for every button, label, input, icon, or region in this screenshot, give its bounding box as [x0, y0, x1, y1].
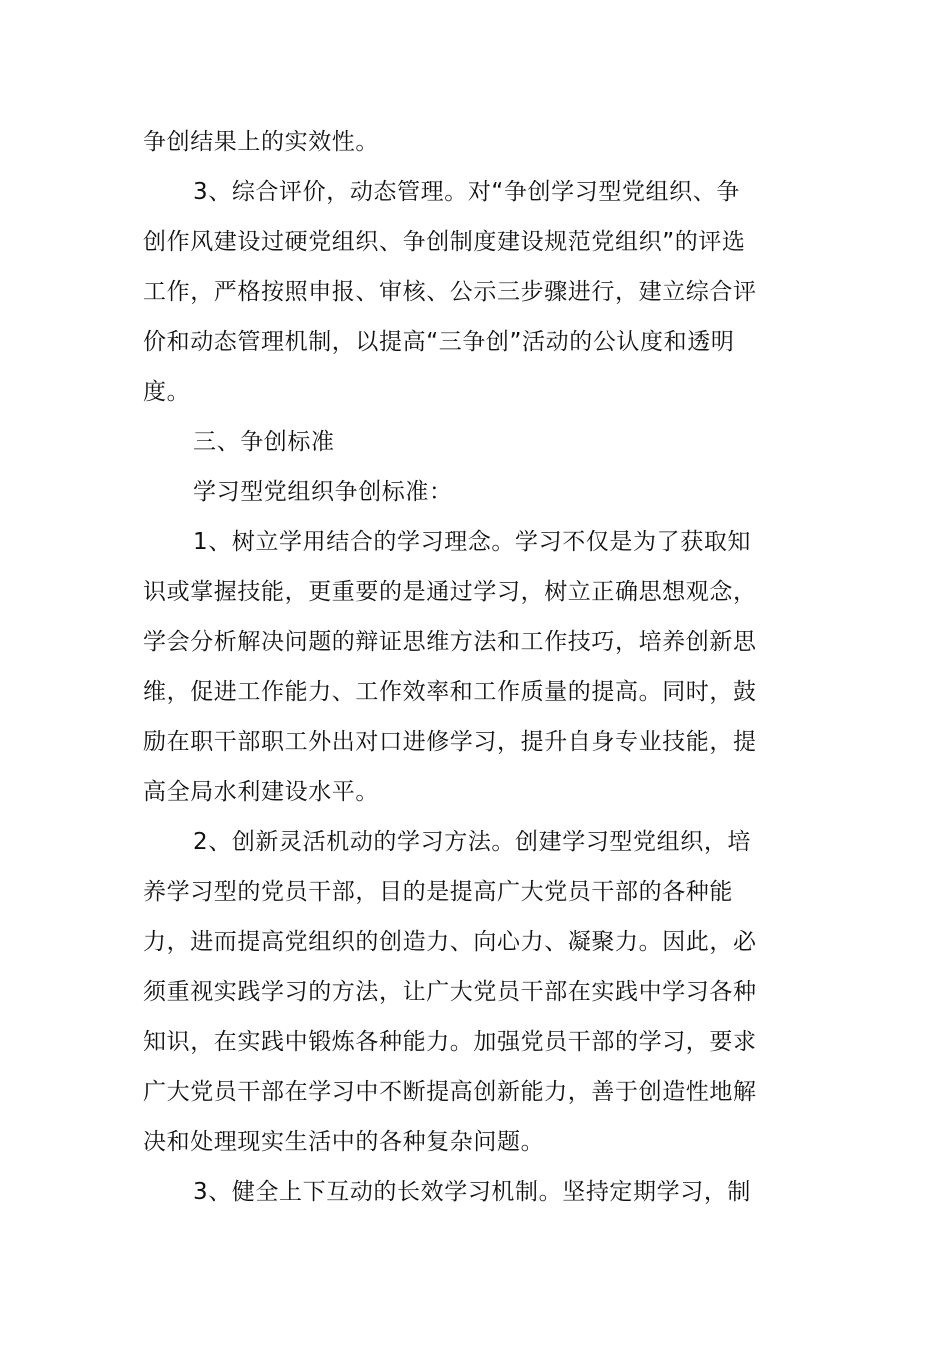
text-line: 力，进而提高党组织的创造力、向心力、凝聚力。因此，必 — [143, 929, 757, 955]
text-line: 知识，在实践中锻炼各种能力。加强党员干部的学习，要求 — [143, 1029, 757, 1055]
subsection-heading: 学习型党组织争创标准： — [193, 479, 453, 505]
text-line: 广大党员干部在学习中不断提高创新能力，善于创造性地解 — [143, 1079, 757, 1105]
text-line: 高全局水利建设水平。 — [143, 779, 379, 805]
text-line: 创作风建设过硬党组织、争创制度建设规范党组织”的评选 — [143, 229, 746, 255]
text-line: 识或掌握技能，更重要的是通过学习，树立正确思想观念， — [143, 579, 757, 605]
text-line: 学会分析解决问题的辩证思维方法和工作技巧，培养创新思 — [143, 629, 757, 655]
section-heading: 三、争创标准 — [193, 429, 335, 455]
text-line: 养学习型的党员干部，目的是提高广大党员干部的各种能 — [143, 879, 733, 905]
text-line: 1、树立学用结合的学习理念。学习不仅是为了获取知 — [193, 529, 752, 555]
text-line: 度。 — [143, 379, 191, 405]
text-line: 3、综合评价，动态管理。对“争创学习型党组织、争 — [193, 179, 740, 205]
text-line: 工作，严格按照申报、审核、公示三步骤进行，建立综合评 — [143, 279, 757, 305]
text-line: 励在职干部职工外出对口进修学习，提升自身专业技能，提 — [143, 729, 757, 755]
text-line: 争创结果上的实效性。 — [143, 129, 379, 155]
text-line: 3、健全上下互动的长效学习机制。坚持定期学习，制 — [193, 1179, 752, 1205]
text-line: 价和动态管理机制，以提高“三争创”活动的公认度和透明 — [143, 329, 735, 355]
text-line: 须重视实践学习的方法，让广大党员干部在实践中学习各种 — [143, 979, 757, 1005]
text-line: 2、创新灵活机动的学习方法。创建学习型党组织，培 — [193, 829, 752, 855]
text-line: 决和处理现实生活中的各种复杂问题。 — [143, 1129, 545, 1155]
text-line: 维，促进工作能力、工作效率和工作质量的提高。同时，鼓 — [143, 679, 757, 705]
